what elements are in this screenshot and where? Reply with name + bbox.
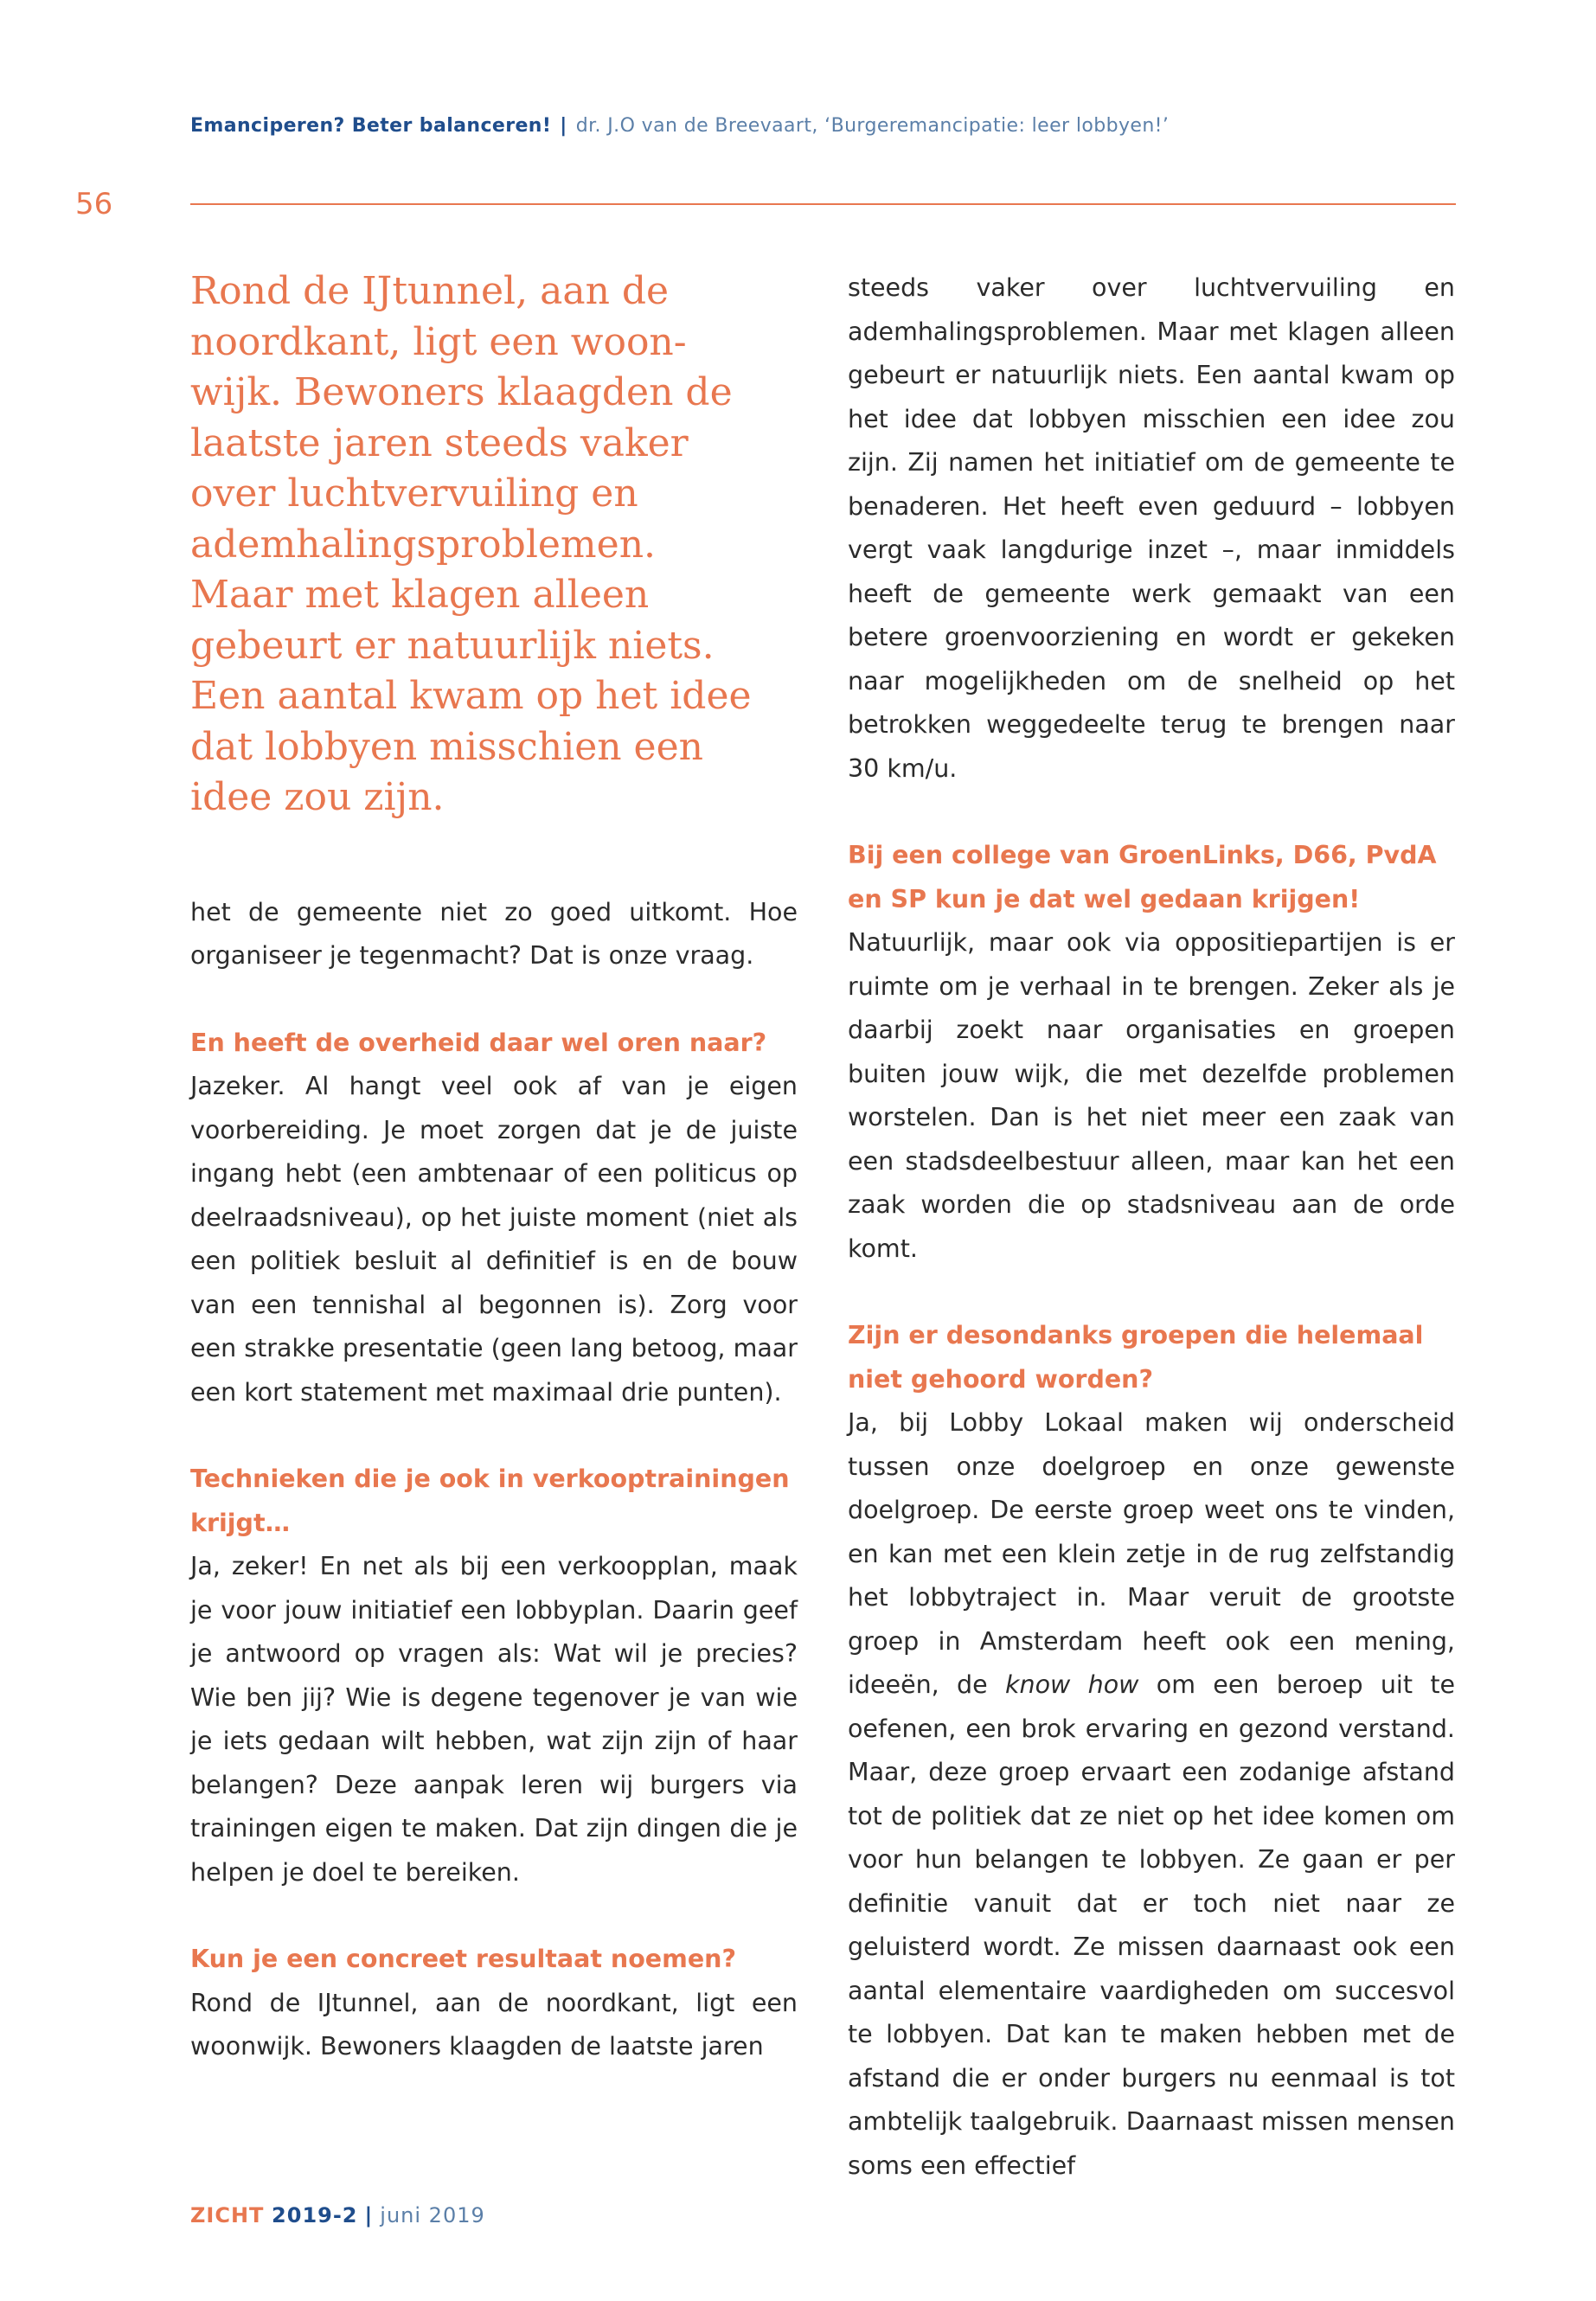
question-heading: Kun je een concreet resultaat noemen? [190, 1945, 736, 1973]
pull-quote-line: dat lobbyen misschien een [190, 724, 703, 769]
footer-separator: | [364, 2203, 374, 2227]
continuation-paragraph: steeds vaker over luchtvervuiling en ademhalingsproblemen. Maar met klagen alleen gebeurt er natuurlijk niets. Een aantal kwam op het idee dat lobbyen misschien een idee zou zijn. Zij namen het initiatief om de gemeente te benaderen. Het heeft even geduurd – lobbyen vergt vaak langdurige inzet –, maar inmiddels heeft de gemeente werk gemaakt van een betere groenvoorziening en wordt er gekeken naar mogelijkheden om de snelheid op het betrokken weggedeelte terug te brengen naar 30 km/u. [848, 273, 1455, 783]
pull-quote-line: Maar met klagen alleen [190, 573, 650, 617]
answer-paragraph: Natuurlijk, maar ook via oppositiepartijen is er ruimte om je verhaal in te brengen. Zeker als je daarbij zoekt naar organisaties en groepen buiten jouw wijk, die met dezelfde problemen worstelen. Dan is het niet meer een zaak van een stadsdeelbestuur alleen, maar kan het een zaak worden die op stadsniveau aan de orde komt. [848, 928, 1455, 1263]
question-heading: Zijn er desondanks groepen die helemaal niet gehoord worden? [848, 1321, 1424, 1394]
pull-quote-line: gebeurt er natuurlijk niets. [190, 623, 715, 668]
running-head-author: dr. J.O van de Breevaart, ‘Burgeremancipatie: leer lobbyen!’ [575, 115, 1170, 137]
running-head [190, 115, 1453, 137]
question-heading: En heeft de overheid daar wel oren naar? [190, 1028, 767, 1057]
pull-quote-line: Rond de IJtunnel, aan de [190, 269, 670, 313]
pull-quote [190, 266, 798, 824]
page-number: 56 [75, 187, 113, 221]
answer-paragraph [848, 1401, 1455, 2188]
pull-quote-line: ademhalingsproblemen. [190, 522, 657, 567]
footer-magazine: ZICHT [190, 2203, 265, 2227]
pull-quote-line: Een aantal kwam op het idee [190, 674, 752, 718]
footer [190, 2203, 485, 2227]
pull-quote-line: noordkant, ligt een woon- [190, 319, 687, 364]
intro-paragraph: het de gemeente niet zo goed uitkomt. Hoe organiseer je tegenmacht? Dat is onze vraag. [190, 897, 798, 970]
right-column [848, 266, 1455, 2188]
running-head-separator: | [560, 115, 567, 137]
header-rule-divider [190, 203, 1456, 205]
pull-quote-line: idee zou zijn. [190, 775, 445, 819]
pull-quote-line: over luchtvervuiling en [190, 471, 638, 516]
answer-paragraph: Rond de IJtunnel, aan de noordkant, ligt een woonwijk. Bewoners klaagden de laatste jaren [190, 1988, 798, 2061]
italic-phrase: know how [1005, 1670, 1139, 1699]
answer-paragraph: Ja, zeker! En net als bij een verkoopplan, maak je voor jouw initiatief een lobbyplan. Daarin geef je antwoord op vragen als: Wat wil je precies? Wie ben jij? Wie is degene tegenover je van wie je iets gedaan wilt hebben, wat zijn zijn of haar belangen? Deze aanpak leren wij burgers via trainingen eigen te maken. Dat zijn dingen die je helpen je doel te bereiken. [190, 1552, 798, 1887]
question-heading: Bij een college van GroenLinks, D66, PvdA en SP kun je dat wel gedaan krijgen! [848, 841, 1437, 913]
question-heading: Technieken die je ook in verkooptrainingen krijgt… [190, 1465, 790, 1537]
pull-quote-line: laatste jaren steeds vaker [190, 420, 689, 465]
answer-paragraph: Jazeker. Al hangt veel ook af van je eigen voorbereiding. Je moet zorgen dat je de juiste ingang hebt (een ambtenaar of een politicus op deelraadsniveau), op het juiste moment (niet als een politiek besluit al definitief is en de bouw van een tennishal al begonnen is). Zorg voor een strakke presentatie (geen lang betoog, maar een kort statement met maximaal drie punten). [190, 1072, 798, 1407]
answer-text: om een beroep uit te oefenen, een brok ervaring en gezond verstand. Maar, deze groep ervaart een zodanige afstand tot de politiek dat ze niet op het idee komen om voor hun belangen te lobbyen. Ze gaan er per definitie vanuit dat er toch niet naar ze geluisterd wordt. Ze missen daarnaast ook een aantal elementaire vaardigheden om succesvol te lobbyen. Dat kan te maken hebben met de afstand die er onder burgers nu eenmaal is tot ambtelijk taalgebruik. Daarnaast missen mensen soms een effectief [848, 1670, 1456, 2180]
footer-date: juni 2019 [380, 2203, 485, 2227]
running-head-title: Emanciperen? Beter balanceren! [190, 115, 552, 137]
answer-text: Ja, bij Lobby Lokaal maken wij onderscheid tussen onze doelgroep en onze gewenste doelgroep. De eerste groep weet ons te vinden, en kan met een klein zetje in de rug zelfstandig het lobbytraject in. Maar veruit de grootste groep in Amsterdam heeft ook een mening, ideeën, de [848, 1408, 1455, 1699]
left-column [190, 266, 798, 2069]
pull-quote-line: wijk. Bewoners klaagden de [190, 370, 733, 414]
footer-issue: 2019-2 [272, 2203, 358, 2227]
